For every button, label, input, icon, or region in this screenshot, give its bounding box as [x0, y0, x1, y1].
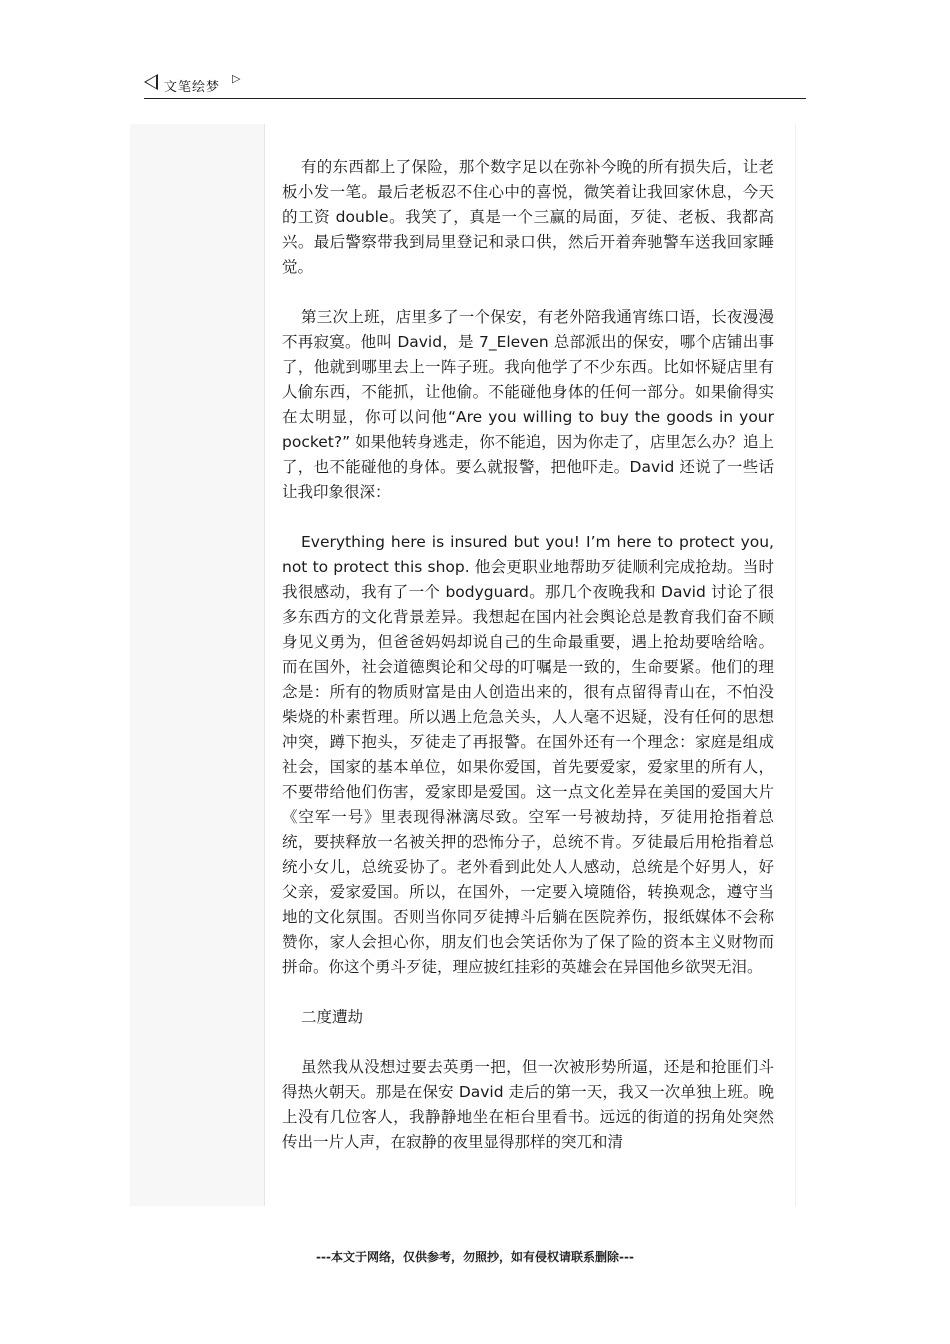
header-title: 文笔绘梦: [164, 80, 221, 95]
triangle-right-icon: ▷: [232, 72, 241, 85]
footer-disclaimer: ---本文于网络，仅供参考，勿照抄，如有侵权请联系删除---: [316, 1250, 634, 1264]
paragraph: 有的东西都上了保险，那个数字足以在弥补今晚的所有损失后，让老板小发一笔。最后老板忍不住心中的喜悦，微笑着让我回家休息，今天的工资 double。我笑了，真是一个三赢的局面，歹徒、老板、我都高兴。最后警察带我到局里登记和录口供，然后开着奔驰警车送我回家睡觉。: [282, 158, 774, 276]
section-heading: 二度遭劫: [301, 1008, 364, 1026]
left-sidebar-panel: [130, 124, 264, 1206]
paragraph: 第三次上班，店里多了一个保安，有老外陪我通宵练口语，长夜漫漫不再寂寞。他叫 David，是 7_Eleven 总部派出的保安，哪个店铺出事了，他就到哪里去上一阵子班。我向他学了不少东西。比如怀疑店里有人偷东西，不能抓，让他偷。不能碰他身体的任何一部分。如果偷得实在太明显，你可以问他“Are you willing to buy the goods in your pocket?” 如果他转身逃走，你不能追，因为你走了，店里怎么办？追上了，也不能碰他的身体。要么就报警，把他吓走。David 还说了一些话让我印象很深：: [282, 308, 774, 501]
article-body: [282, 155, 774, 1180]
triangle-left-icon: [144, 74, 158, 90]
paragraph: 虽然我从没想过要去英勇一把，但一次被形势所逼，还是和抢匪们斗得热火朝天。那是在保安 David 走后的第一天，我又一次单独上班。晚上没有几位客人，我静静地坐在柜台里看书。远远的街道的拐角处突然传出一片人声，在寂静的夜里显得那样的突兀和清: [282, 1058, 774, 1151]
paragraph: Everything here is insured but you! I’m here to protect you, not to protect this shop. 他会更职业地帮助歹徒顺利完成抢劫。当时我很感动，我有了一个 bodyguard。那几个夜晚我和 David 讨论了很多东西方的文化背景差异。我想起在国内社会舆论总是教育我们奋不顾身见义勇为，但爸爸妈妈却说自己的生命最重要，遇上抢劫要啥给啥。而在国外，社会道德舆论和父母的叮嘱是一致的，生命要紧。他们的理念是：所有的物质财富是由人创造出来的，很有点留得青山在，不怕没柴烧的朴素哲理。所以遇上危急关头，人人毫不迟疑，没有任何的思想冲突，蹲下抱头，歹徒走了再报警。在国外还有一个理念：家庭是组成社会，国家的基本单位，如果你爱国，首先要爱家，爱家里的所有人，不要带给他们伤害，爱家即是爱国。这一点文化差异在美国的爱国大片《空军一号》里表现得淋漓尽致。空军一号被劫持，歹徒用抢指着总统，要挟释放一名被关押的恐怖分子，总统不肯。歹徒最后用枪指着总统小女儿，总统妥协了。老外看到此处人人感动，总统是个好男人，好父亲，爱家爱国。所以，在国外，一定要入境随俗，转换观念，遵守当地的文化氛围。否则当你同歹徒搏斗后躺在医院养伤，报纸媒体不会称赞你，家人会担心你，朋友们也会笑话你为了保了险的资本主义财物而拼命。你这个勇斗歹徒，理应披红挂彩的英雄会在异国他乡欲哭无泪。: [282, 533, 774, 976]
page-header: [144, 72, 806, 99]
